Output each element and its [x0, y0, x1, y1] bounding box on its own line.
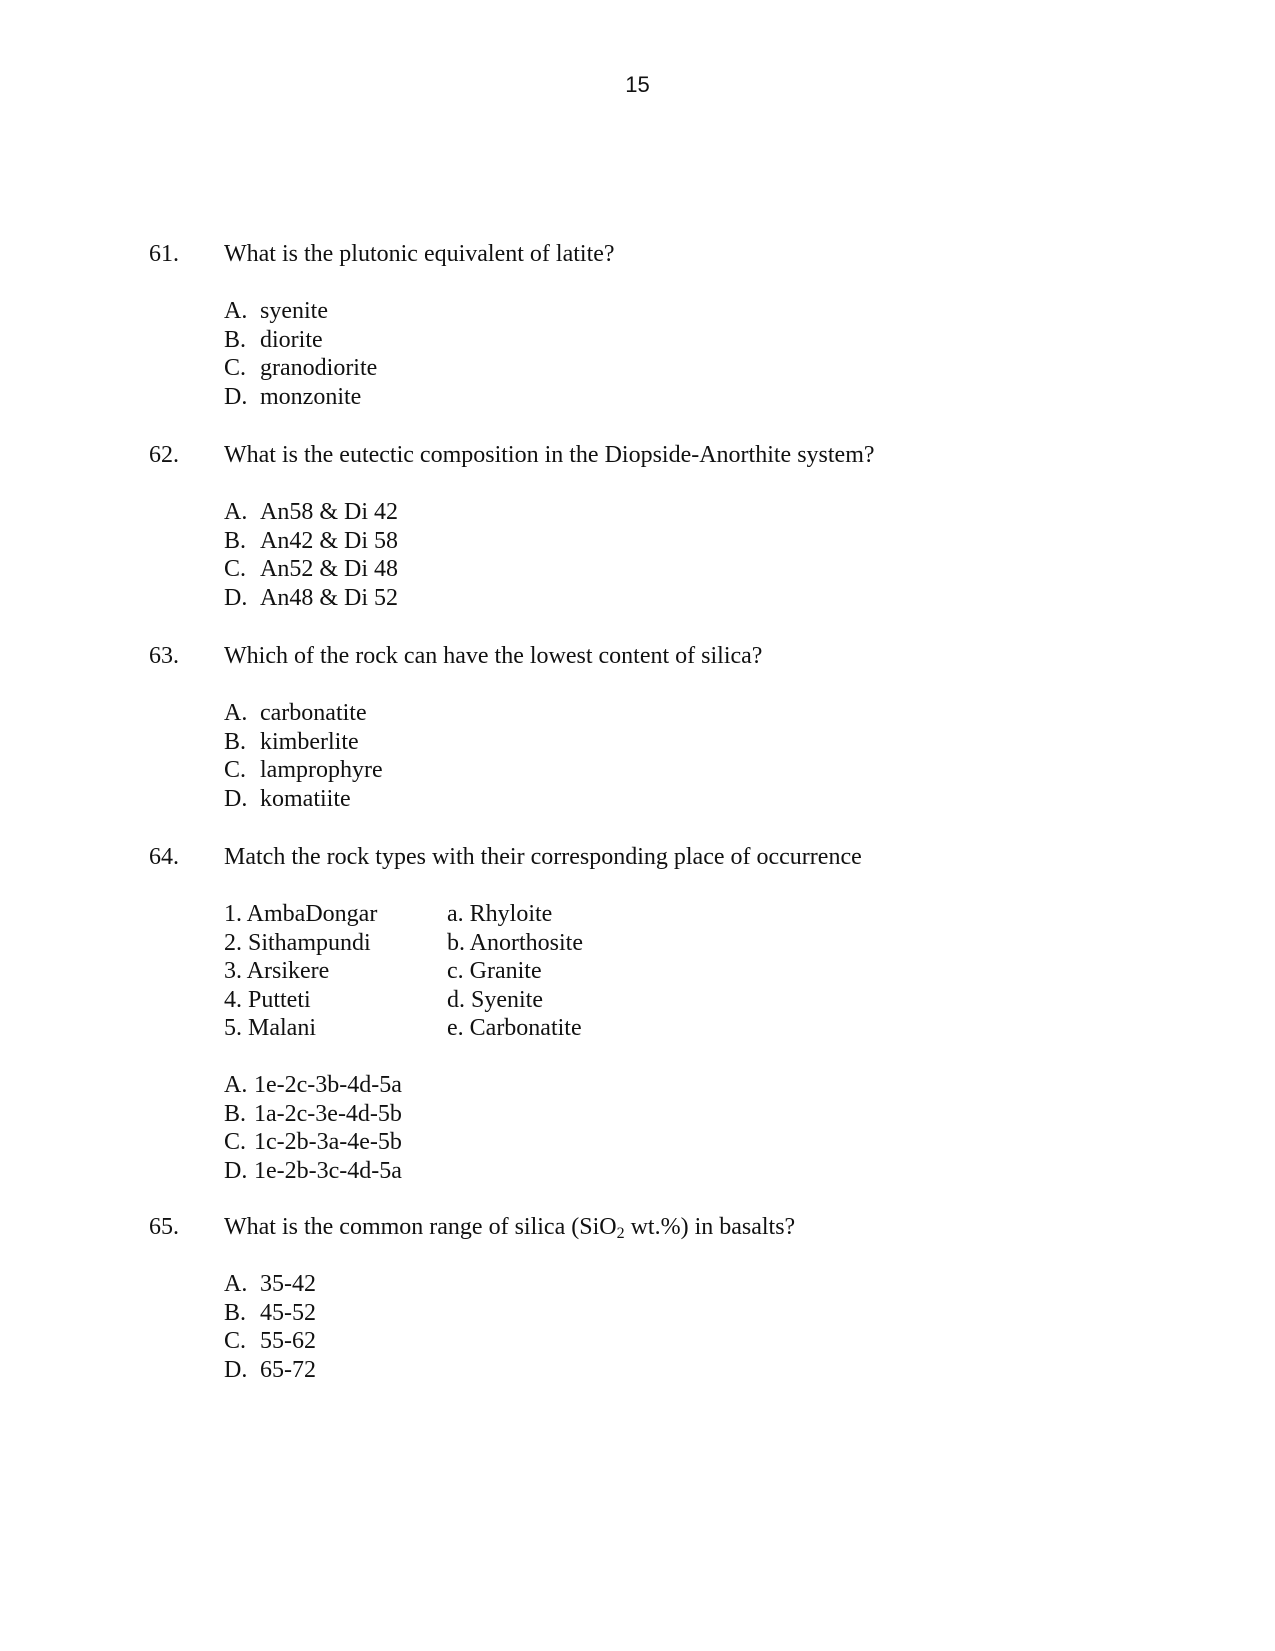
option-a: A. 35-42 [224, 1271, 316, 1297]
option-a: A. carbonatite [224, 700, 367, 726]
match-left-item: 2. Sithampundi [224, 929, 371, 956]
option-d: D. monzonite [224, 383, 362, 410]
option-b: B. diorite [224, 326, 323, 353]
match-left-item: 5. Malani [224, 1015, 316, 1041]
option-b: B. 1a-2c-3e-4d-5b [224, 1100, 402, 1127]
option-c: C. lamprophyre [224, 757, 383, 783]
match-right-item: d. Syenite [447, 986, 543, 1013]
question-text: What is the common range of silica (SiO$_2$ wt.%) in basalts? [224, 1214, 796, 1242]
match-right-item: c. Granite [447, 958, 542, 984]
question-text: Which of the rock can have the lowest content of silica? [224, 643, 763, 669]
question-number: 64. [149, 844, 179, 870]
match-left-item: 3. Arsikere [224, 958, 330, 984]
option-b: B. An42 & Di 58 [224, 527, 398, 554]
option-d: D. 65-72 [224, 1356, 316, 1383]
question-text: What is the eutectic composition in the Diopside-Anorthite system? [224, 442, 875, 468]
question-number: 61. [149, 241, 179, 267]
option-c: C. 55-62 [224, 1328, 316, 1354]
match-right-item: b. Anorthosite [447, 929, 583, 956]
match-left-item: 4. Putteti [224, 986, 311, 1013]
question-number: 62. [149, 442, 179, 468]
option-d: D. An48 & Di 52 [224, 584, 398, 611]
option-a: A. syenite [224, 298, 328, 324]
option-a: A. An58 & Di 42 [224, 499, 398, 525]
question-text: Match the rock types with their corresponding place of occurrence [224, 844, 862, 870]
option-b: B. kimberlite [224, 728, 359, 755]
option-c: C. 1c-2b-3a-4e-5b [224, 1129, 402, 1155]
question-number: 63. [149, 643, 179, 669]
option-d: D. komatiite [224, 785, 351, 812]
option-c: C. An52 & Di 48 [224, 556, 398, 582]
question-text: What is the plutonic equivalent of latite? [224, 241, 615, 267]
option-d: D. 1e-2b-3c-4d-5a [224, 1157, 402, 1184]
option-b: B. 45-52 [224, 1299, 316, 1326]
match-right-item: e. Carbonatite [447, 1015, 582, 1041]
question-number: 65. [149, 1214, 179, 1240]
match-right-item: a. Rhyloite [447, 901, 553, 927]
option-a: A. 1e-2c-3b-4d-5a [224, 1072, 402, 1098]
match-left-item: 1. AmbaDongar [224, 901, 378, 927]
option-c: C. granodiorite [224, 355, 378, 381]
page-number: 15 [625, 72, 650, 97]
